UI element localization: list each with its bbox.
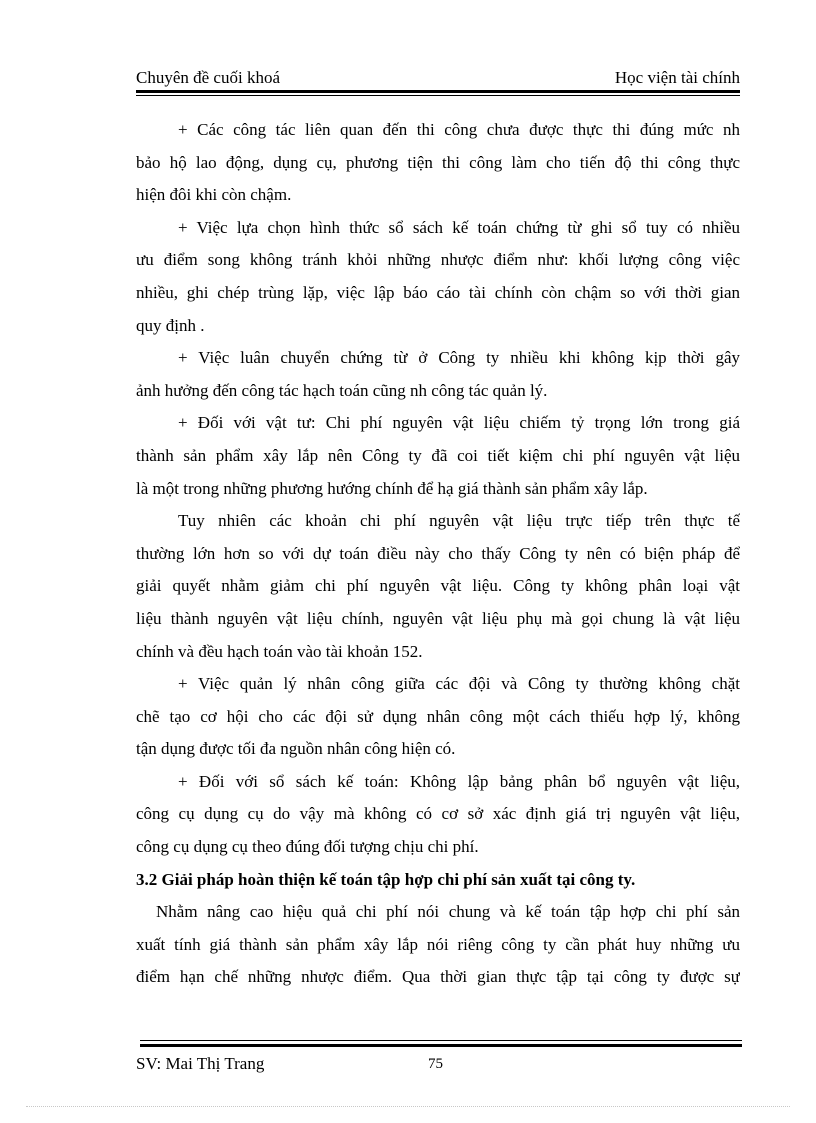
text-line: công cụ dụng cụ theo đúng đối tượng chịu chi phí.	[136, 837, 479, 857]
text-line: bảo hộ lao động, dụng cụ, phương tiện thi công làm cho tiến độ thi công thực	[136, 152, 740, 172]
header-institution: Học viện tài chính	[614, 68, 740, 87]
text-line: hiện đôi khi còn chậm.	[136, 185, 292, 205]
page-edge	[26, 1106, 790, 1107]
text-line: + Đối với vật tư: Chi phí nguyên vật liệu chiếm tỷ trọng lớn trong giá	[178, 413, 740, 433]
text-line: chẽ tạo cơ hội cho các đội sử dụng nhân công một cách thiếu hợp lý, không	[136, 706, 740, 726]
text-line: nhiều, ghi chép trùng lặp, việc lập báo cáo tài chính còn chậm so với thời gian	[136, 282, 740, 302]
text-line: Nhằm nâng cao hiệu quả chi phí nói chung và kế toán tập hợp chi phí sản	[156, 902, 740, 922]
text-line: là một trong những phương hướng chính để hạ giá thành sản phẩm xây lắp.	[136, 478, 648, 498]
text-line: thường lớn hơn so với dự toán điều này cho thấy Công ty nên có biện pháp để	[136, 543, 740, 563]
text-line: liệu thành nguyên vật liệu chính, nguyên vật liệu phụ mà gọi chung là vật liệu	[136, 608, 740, 628]
footer-author: SV: Mai Thị Trang	[136, 1054, 265, 1073]
text-line: quy định .	[136, 315, 205, 335]
footer-divider	[140, 1044, 742, 1047]
header-divider	[136, 90, 740, 93]
page-number: 75	[428, 1056, 443, 1072]
text-line: giải quyết nhằm giảm chi phí nguyên vật liệu. Công ty không phân loại vật	[136, 576, 740, 596]
page-header	[136, 68, 740, 88]
header-divider-thin	[136, 95, 740, 96]
document-body	[136, 114, 740, 994]
text-line: ưu điểm song không tránh khỏi những nhược điểm như: khối lượng công việc	[136, 250, 740, 270]
footer-divider-thin	[140, 1040, 742, 1041]
text-line: thành sản phẩm xây lắp nên Công ty đã coi tiết kiệm chi phí nguyên vật liệu	[136, 445, 740, 465]
text-line: + Đối với sổ sách kế toán: Không lập bảng phân bổ nguyên vật liệu,	[178, 771, 740, 791]
header-doc-title: Chuyên đề cuối khoá	[136, 68, 280, 87]
text-line: công cụ dụng cụ do vậy mà không có cơ sở xác định giá trị nguyên vật liệu,	[136, 804, 740, 824]
text-line: + Việc luân chuyển chứng từ ở Công ty nhiều khi không kịp thời gây	[178, 348, 740, 368]
text-line: xuất tính giá thành sản phẩm xây lắp nói riêng công ty cần phát huy những ưu	[136, 934, 740, 954]
text-line: + Việc lựa chọn hình thức sổ sách kế toán chứng từ ghi sổ tuy có nhiều	[178, 217, 740, 237]
text-line: ảnh hưởng đến công tác hạch toán cũng nh công tác quản lý.	[136, 380, 548, 400]
section-heading: 3.2 Giải pháp hoàn thiện kế toán tập hợp chi phí sản xuất tại công ty.	[136, 869, 636, 889]
text-line: tận dụng được tối đa nguồn nhân công hiện có.	[136, 739, 456, 759]
text-line: Tuy nhiên các khoản chi phí nguyên vật liệu trực tiếp trên thực tế	[178, 511, 740, 531]
text-line: chính và đều hạch toán vào tài khoản 152.	[136, 641, 423, 661]
text-line: + Các công tác liên quan đến thi công chưa được thực thi đúng mức nh	[178, 120, 740, 139]
text-line: + Việc quản lý nhân công giữa các đội và Công ty thường không chặt	[178, 674, 740, 694]
text-line: điểm hạn chế những nhược điểm. Qua thời gian thực tập tại công ty được sự	[136, 967, 740, 987]
